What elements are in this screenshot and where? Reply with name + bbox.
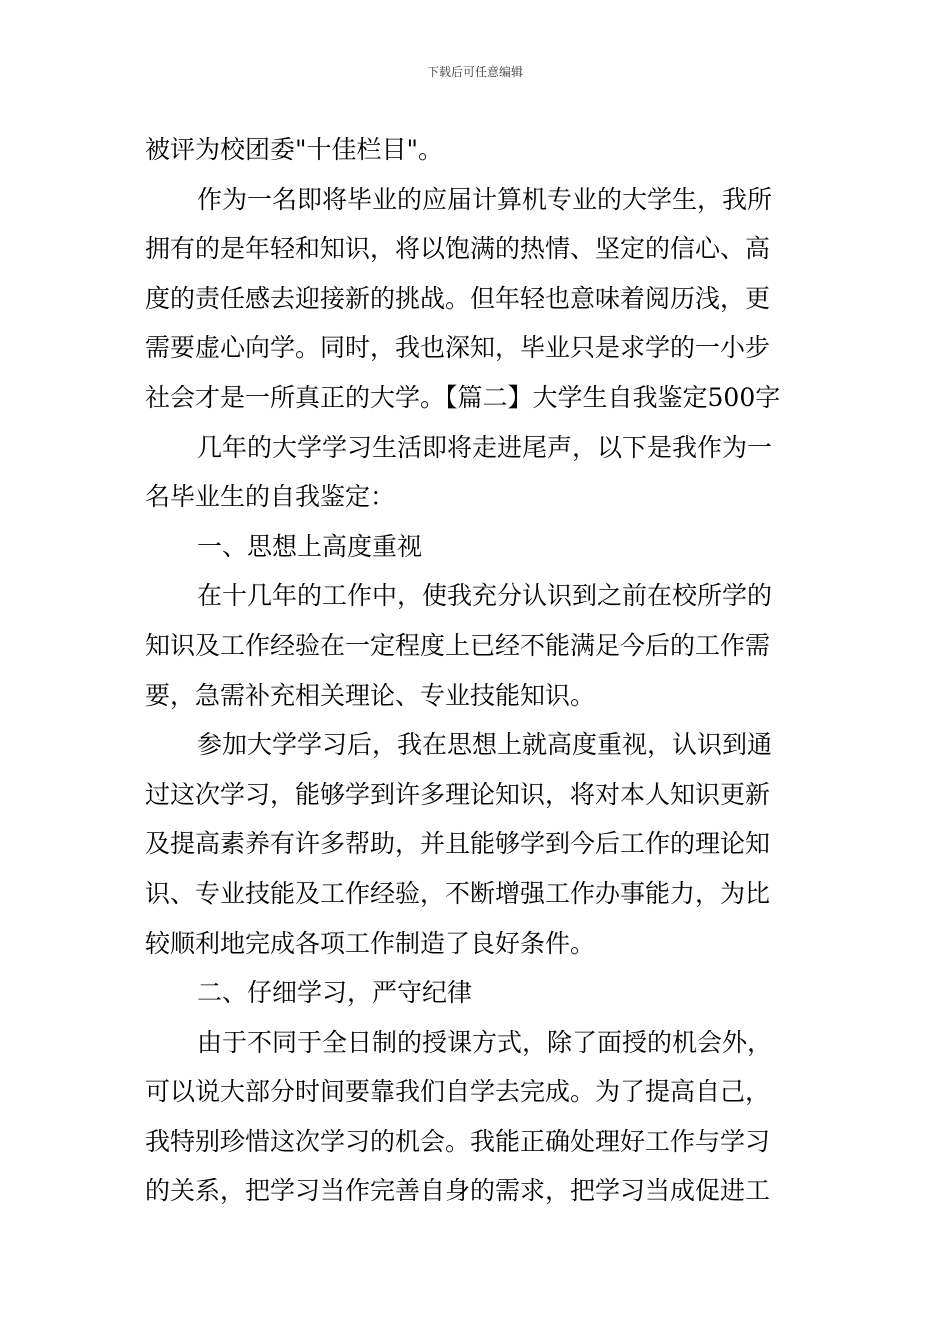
- text-line: 由于不同于全日制的授课方式，除了面授的机会外，: [197, 1027, 773, 1057]
- text-line: 及提高素养有许多帮助，并且能够学到今后工作的理论知: [145, 829, 771, 859]
- text-line: 较顺利地完成各项工作制造了良好条件。: [145, 928, 596, 958]
- text-line: 可以说大部分时间要靠我们自学去完成。为了提高自己，: [145, 1077, 771, 1107]
- text-line: 名毕业生的自我鉴定：: [145, 482, 396, 512]
- text-line: 度的责任感去迎接新的挑战。但年轻也意味着阅历浅，更: [145, 283, 771, 313]
- section-heading: 二、仔细学习，严守纪律: [197, 978, 473, 1008]
- section-heading: 一、思想上高度重视: [197, 531, 423, 561]
- page-header: 下载后可任意编辑: [426, 65, 523, 79]
- text-line: 知识及工作经验在一定程度上已经不能满足今后的工作需: [145, 630, 771, 660]
- text-line: 识、专业技能及工作经验，不断增强工作办事能力，为比: [145, 878, 771, 908]
- text-line: 几年的大学学习生活即将走进尾声，以下是我作为一: [197, 432, 773, 462]
- text-line: 作为一名即将毕业的应届计算机专业的大学生，我所: [197, 184, 773, 214]
- text-line: 拥有的是年轻和知识，将以饱满的热情、坚定的信心、高: [145, 234, 771, 264]
- text-line: 我特别珍惜这次学习的机会。我能正确处理好工作与学习: [145, 1126, 771, 1156]
- text-line: 需要虚心向学。同时，我也深知，毕业只是求学的一小步: [145, 333, 771, 363]
- text-line: 过这次学习，能够学到许多理论知识，将对本人知识更新: [145, 779, 771, 809]
- text-line: 被评为校团委"十佳栏目"。: [145, 135, 443, 164]
- document-body: [145, 125, 810, 1216]
- text-line: 社会才是一所真正的大学。【篇二】大学生自我鉴定500字: [145, 382, 781, 412]
- text-line: 要，急需补充相关理论、专业技能知识。: [145, 680, 596, 710]
- text-line: 参加大学学习后，我在思想上就高度重视，认识到通: [197, 730, 773, 760]
- text-line: 的关系，把学习当作完善自身的需求，把学习当成促进工: [145, 1176, 771, 1206]
- text-line: 在十几年的工作中，使我充分认识到之前在校所学的: [197, 581, 773, 611]
